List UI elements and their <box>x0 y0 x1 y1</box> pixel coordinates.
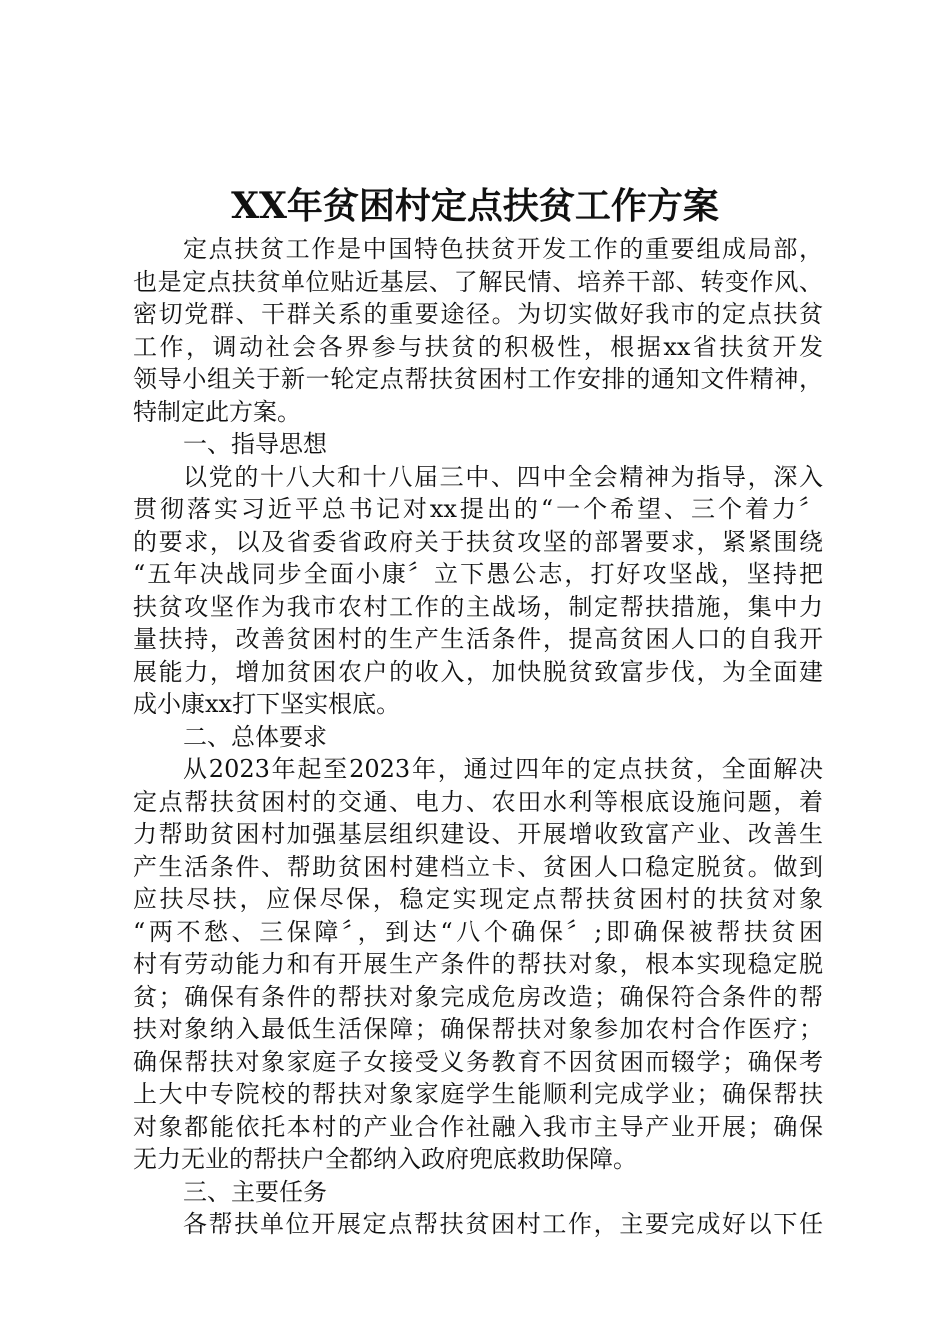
paragraph-line: 贫；确保有条件的帮扶对象完成危房改造；确保符合条件的帮 <box>133 982 823 1011</box>
paragraph-line: “两不愁、三保障〞，到达“八个确保〞;即确保被帮扶贫困 <box>133 917 823 946</box>
paragraph-line: 以党的十八大和十八届三中、四中全会精神为指导，深入 <box>183 462 823 491</box>
paragraph-line: 展能力，增加贫困农户的收入，加快脱贫致富步伐，为全面建 <box>133 657 823 686</box>
paragraph-line: 领导小组关于新一轮定点帮扶贫困村工作安排的通知文件精神， <box>133 365 823 393</box>
paragraph-line: 从2023年起至2023年，通过四年的定点扶贫，全面解决 <box>183 755 823 783</box>
paragraph-line: 工作，调动社会各界参与扶贫的积极性，根据xx省扶贫开发 <box>133 332 823 361</box>
paragraph-line: 扶贫攻坚作为我市农村工作的主战场，制定帮扶措施，集中力 <box>133 592 823 621</box>
paragraph-line: 的要求，以及省委省政府关于扶贫攻坚的部署要求，紧紧围绕 <box>133 527 823 556</box>
paragraph-line: 定点帮扶贫困村的交通、电力、农田水利等根底设施问题，着 <box>133 787 823 816</box>
paragraph-line: 也是定点扶贫单位贴近基层、了解民情、培养干部、转变作风、 <box>133 267 823 296</box>
paragraph-line: 二、总体要求 <box>183 722 327 751</box>
paragraph-line: 一、指导思想 <box>183 430 327 458</box>
paragraph-line: 确保帮扶对象家庭子女接受义务教育不因贫困而辍学；确保考 <box>133 1047 823 1076</box>
paragraph-line: 量扶持，改善贫困村的生产生活条件，提高贫困人口的自我开 <box>133 625 823 653</box>
paragraph-line: “五年决战同步全面小康〞立下愚公志，打好攻坚战，坚持把 <box>133 560 823 588</box>
paragraph-line: 村有劳动能力和有开展生产条件的帮扶对象，根本实现稳定脱 <box>133 950 823 978</box>
paragraph-line: 产生活条件、帮助贫困村建档立卡、贫困人口稳定脱贫。做到 <box>133 852 823 881</box>
paragraph-line: 贯彻落实习近平总书记对xx提出的“一个希望、三个着力〞 <box>133 495 823 523</box>
paragraph-line: 应扶尽扶，应保尽保，稳定实现定点帮扶贫困村的扶贫对象 <box>133 885 823 913</box>
paragraph-line: 无力无业的帮扶户全都纳入政府兜底救助保障。 <box>133 1145 637 1173</box>
paragraph-line: 三、主要任务 <box>183 1177 327 1206</box>
paragraph-line: 扶对象纳入最低生活保障；确保帮扶对象参加农村合作医疗； <box>133 1015 823 1043</box>
paragraph-line: 定点扶贫工作是中国特色扶贫开发工作的重要组成局部， <box>183 235 823 263</box>
document-body <box>133 233 823 1241</box>
paragraph-line: 密切党群、干群关系的重要途径。为切实做好我市的定点扶贫 <box>133 300 823 328</box>
paragraph-line: 力帮助贫困村加强基层组织建设、开展增收致富产业、改善生 <box>133 820 823 848</box>
paragraph-line: 成小康xx打下坚实根底。 <box>133 690 401 718</box>
paragraph-line: 对象都能依托本村的产业合作社融入我市主导产业开展；确保 <box>133 1112 823 1141</box>
document-title: XX年贫困村定点扶贫工作方案 <box>231 185 719 227</box>
paragraph-line: 各帮扶单位开展定点帮扶贫困村工作，主要完成好以下任 <box>183 1210 823 1238</box>
paragraph-line: 特制定此方案。 <box>133 397 301 426</box>
paragraph-line: 上大中专院校的帮扶对象家庭学生能顺利完成学业；确保帮扶 <box>133 1080 823 1108</box>
